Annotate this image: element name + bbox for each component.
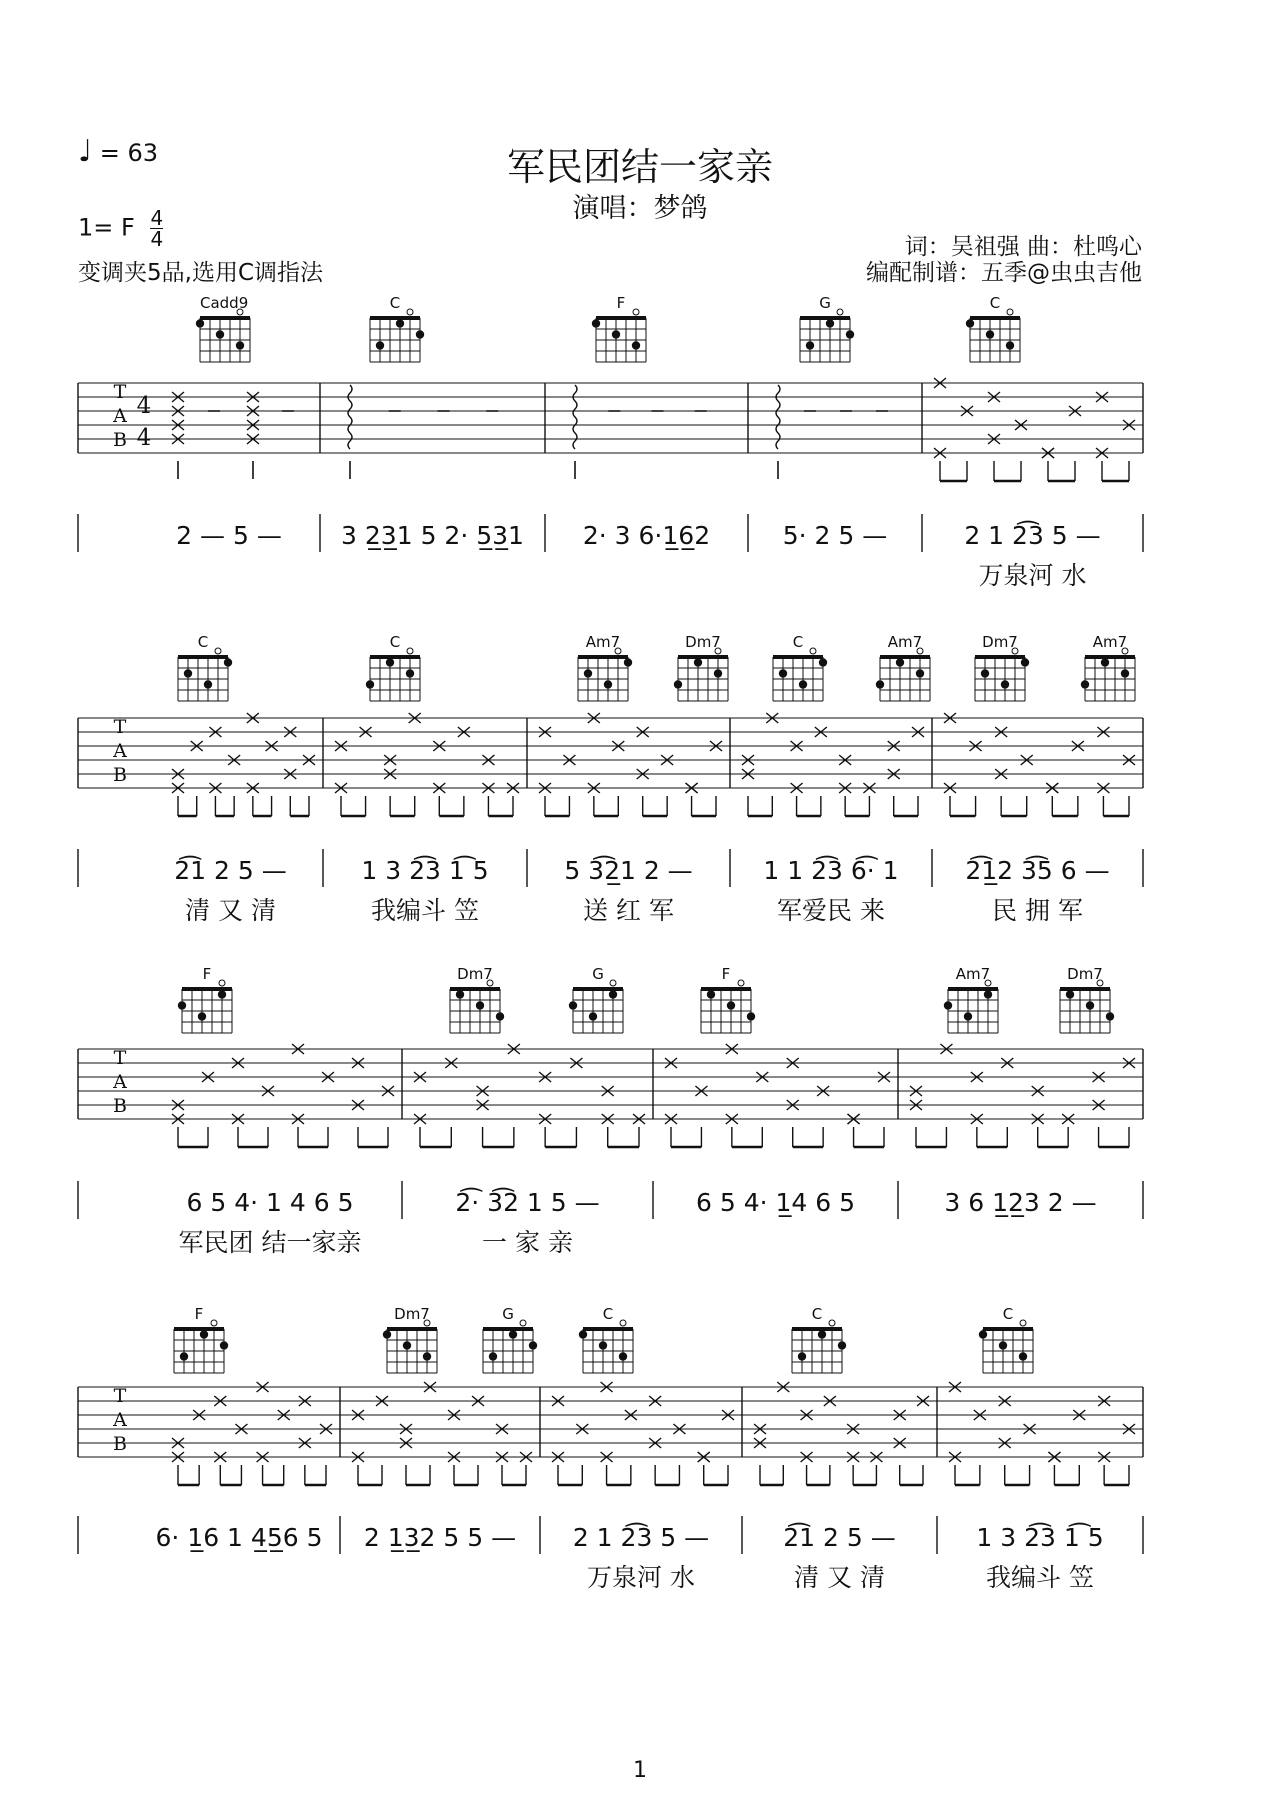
finger-dot (707, 990, 715, 998)
tab-staff (78, 713, 1143, 816)
finger-dot (403, 1341, 411, 1349)
notation-bar: 2 1 2͡3 5 — (964, 521, 1101, 550)
notation-bar: 3 2̲3̲1 5 2· 5̲3̲1 (341, 521, 524, 550)
key-text: 1= F (78, 213, 135, 242)
chord-diagram (944, 965, 998, 1033)
system-4 (78, 1305, 1143, 1592)
finger-dot (619, 1352, 627, 1360)
open-string-mark (610, 980, 616, 986)
open-string-mark (738, 980, 744, 986)
finger-dot (984, 990, 992, 998)
finger-dot (496, 1012, 504, 1020)
tab-clef (112, 381, 127, 451)
chord-name: G (819, 294, 831, 312)
chord-diagram (383, 1305, 437, 1373)
tab-clef-letter: A (113, 740, 127, 762)
chord-diagram (1081, 633, 1135, 701)
finger-dot (819, 658, 827, 666)
finger-dot (584, 669, 592, 677)
open-string-mark (1020, 1320, 1026, 1326)
chord-name: G (592, 965, 604, 983)
notation-bar: 2 1 2͡3 5 — (572, 1523, 710, 1552)
chord-diagram (876, 633, 930, 701)
finger-dot (818, 1330, 826, 1338)
lyric-line: 清 又 清 (794, 1563, 885, 1592)
chord-name: Am7 (887, 633, 923, 651)
finger-dot (846, 330, 854, 338)
numbered-notation (179, 1188, 1097, 1257)
finger-dot (178, 1001, 186, 1009)
finger-dot (799, 680, 807, 688)
chord-name: C (389, 294, 401, 312)
chord-diagram (701, 965, 755, 1033)
chord-diagram (800, 294, 854, 362)
system-1 (78, 294, 1143, 590)
finger-dot (876, 680, 884, 688)
lyric-line: 民 拥 军 (992, 896, 1083, 925)
tab-clef-letter: T (113, 716, 127, 738)
notation-bar: 1 3 2͡3 1͡ 5 (976, 1523, 1104, 1552)
finger-dot (489, 1352, 497, 1360)
finger-dot (406, 669, 414, 677)
chord-name: C (602, 1305, 614, 1323)
chord-name: C (197, 633, 209, 651)
chord-diagram (579, 1305, 633, 1373)
open-string-mark (215, 648, 221, 654)
quarter-note-icon: ♩ (78, 134, 93, 169)
finger-dot (589, 1012, 597, 1020)
chord-diagram (592, 294, 646, 362)
open-string-mark (219, 980, 225, 986)
chord-diagram (450, 965, 504, 1033)
notation-bar: 2 1̲3̲2 5 5 — (363, 1523, 517, 1552)
tab-clef-letter: B (113, 764, 127, 786)
open-string-mark (407, 309, 413, 315)
finger-dot (476, 1001, 484, 1009)
chord-diagram (979, 1305, 1033, 1373)
finger-dot (529, 1341, 537, 1349)
tab-clef-letter: B (113, 1433, 127, 1455)
chord-name: Dm7 (982, 633, 1018, 651)
numbered-notation (176, 521, 1100, 590)
lyricist-credit: 词：吴祖强 曲：杜鸣心 (904, 234, 1142, 260)
finger-dot (204, 680, 212, 688)
lyric-line: 军民团 结一家亲 (178, 1228, 362, 1257)
notation-bar: 5 3͡2̲1 2 — (564, 856, 693, 885)
open-string-mark (520, 1320, 526, 1326)
open-string-mark (211, 1320, 217, 1326)
notation-bar: 2 — 5 — (176, 521, 282, 550)
notation-bar: 3 6 1̲2̲3 2 — (944, 1188, 1097, 1217)
time-sig-top: 4 (150, 206, 164, 230)
tab-clef-letter: T (113, 1385, 127, 1407)
lyric-line: 清 又 清 (185, 896, 276, 925)
notation-bar: 6· 1̲6 1 4̲5̲6 5 (155, 1523, 323, 1552)
chord-name: Am7 (585, 633, 621, 651)
chord-name: Dm7 (457, 965, 493, 983)
chord-name: F (194, 1305, 204, 1323)
system-3 (78, 965, 1143, 1257)
notation-bar: 5· 2 5 — (782, 521, 888, 550)
finger-dot (916, 669, 924, 677)
chord-diagram (178, 633, 232, 701)
open-string-mark (620, 1320, 626, 1326)
tempo-value: = 63 (99, 139, 159, 167)
finger-dot (632, 341, 640, 349)
chord-name: G (502, 1305, 514, 1323)
tab-time-sig: 4 (136, 425, 152, 451)
finger-dot (218, 990, 226, 998)
chord-name: Dm7 (1067, 965, 1103, 983)
notation-bar: 2͡1 2 5 — (174, 856, 287, 885)
lyric-line: 万泉河 水 (978, 561, 1087, 590)
page-number: 1 (633, 1758, 647, 1783)
notation-bar: 1 1 2͡3 6͡· 1 (763, 856, 899, 885)
tab-clef-letter: A (113, 1071, 127, 1093)
finger-dot (999, 1341, 1007, 1349)
chord-diagram (1060, 965, 1114, 1033)
finger-dot (1006, 341, 1014, 349)
finger-dot (747, 1012, 755, 1020)
arranger-credit: 编配制谱：五季@虫虫吉他 (866, 260, 1142, 286)
tab-clef (112, 1047, 127, 1117)
chord-diagram (483, 1305, 537, 1373)
numbered-notation (156, 1523, 1104, 1592)
notation-bar: 2͡1 2 5 — (783, 1523, 896, 1552)
finger-dot (416, 330, 424, 338)
tab-clef-letter: B (113, 1095, 127, 1117)
finger-dot (604, 680, 612, 688)
finger-dot (779, 669, 787, 677)
lyric-line: 一 家 亲 (482, 1228, 573, 1257)
finger-dot (569, 1001, 577, 1009)
finger-dot (216, 330, 224, 338)
notation-bar: 2· 3 6·1̲6̲2 (582, 521, 711, 550)
chord-diagram (773, 633, 827, 701)
finger-dot (396, 319, 404, 327)
system-2 (78, 633, 1143, 925)
chord-diagram (966, 294, 1020, 362)
finger-dot (198, 1012, 206, 1020)
finger-dot (1101, 658, 1109, 666)
tab-clef-letter: T (113, 1047, 127, 1069)
tab-clef (112, 716, 127, 786)
finger-dot (220, 1341, 228, 1349)
finger-dot (838, 1341, 846, 1349)
finger-dot (196, 319, 204, 327)
tab-clef-letter: B (113, 429, 127, 451)
finger-dot (456, 990, 464, 998)
open-string-mark (1007, 309, 1013, 315)
finger-dot (806, 341, 814, 349)
tab-time-sig: 4 (136, 393, 152, 419)
finger-dot (826, 319, 834, 327)
chord-name: C (811, 1305, 823, 1323)
song-title: 军民团结一家亲 (506, 145, 773, 189)
finger-dot (579, 1330, 587, 1338)
singer-credit: 演唱：梦鸽 (572, 193, 708, 224)
finger-dot (1066, 990, 1074, 998)
finger-dot (599, 1341, 607, 1349)
finger-dot (896, 658, 904, 666)
chord-diagram (674, 633, 728, 701)
finger-dot (423, 1352, 431, 1360)
finger-dot (674, 680, 682, 688)
lyric-line: 我编斗 笠 (986, 1563, 1094, 1592)
tab-clef-letter: A (113, 1409, 127, 1431)
tab-staff (78, 1044, 1143, 1147)
finger-dot (592, 319, 600, 327)
finger-dot (798, 1352, 806, 1360)
finger-dot (944, 1001, 952, 1009)
chord-name: Dm7 (394, 1305, 430, 1323)
finger-dot (1086, 1001, 1094, 1009)
chord-name: C (1002, 1305, 1014, 1323)
finger-dot (200, 1330, 208, 1338)
open-string-mark (407, 648, 413, 654)
tab-staff (78, 1382, 1143, 1485)
chord-name: C (989, 294, 1001, 312)
finger-dot (1121, 669, 1129, 677)
finger-dot (612, 330, 620, 338)
finger-dot (236, 341, 244, 349)
chord-diagram (370, 294, 424, 362)
lyric-line: 军爱民 来 (777, 896, 885, 925)
chord-name: Am7 (1092, 633, 1128, 651)
finger-dot (714, 669, 722, 677)
chord-diagram (569, 965, 623, 1033)
chord-name: Am7 (955, 965, 991, 983)
finger-dot (966, 319, 974, 327)
capo-note: 变调夹5品,选用C调指法 (78, 260, 324, 286)
notation-bar: 6 5 4· 1̲4 6 5 (695, 1188, 856, 1217)
finger-dot (1021, 658, 1029, 666)
finger-dot (624, 658, 632, 666)
tab-staff (78, 378, 1143, 481)
chord-name: Dm7 (685, 633, 721, 651)
chord-diagram (366, 633, 420, 701)
chord-name: F (202, 965, 212, 983)
chord-name: Cadd9 (200, 294, 249, 312)
chord-diagram (196, 294, 250, 362)
chord-diagram (178, 965, 232, 1033)
finger-dot (981, 669, 989, 677)
tab-clef-letter: A (113, 405, 127, 427)
open-string-mark (633, 309, 639, 315)
finger-dot (727, 1001, 735, 1009)
finger-dot (694, 658, 702, 666)
lyric-line: 送 红 军 (583, 896, 674, 925)
open-string-mark (837, 309, 843, 315)
finger-dot (986, 330, 994, 338)
finger-dot (979, 1330, 987, 1338)
finger-dot (1019, 1352, 1027, 1360)
chord-diagram (578, 633, 632, 701)
time-sig-bottom: 4 (150, 227, 164, 251)
finger-dot (1001, 680, 1009, 688)
notation-bar: 6 5 4· 1 4 6 5 (186, 1188, 354, 1217)
chord-diagram (174, 1305, 228, 1373)
finger-dot (386, 658, 394, 666)
lyric-line: 万泉河 水 (587, 1563, 695, 1592)
notation-bar: 1 3 2͡3 1͡ 5 (361, 856, 489, 885)
finger-dot (609, 990, 617, 998)
open-string-mark (829, 1320, 835, 1326)
finger-dot (383, 1330, 391, 1338)
lyric-line: 我编斗 笠 (371, 896, 479, 925)
finger-dot (184, 669, 192, 677)
chord-name: C (792, 633, 804, 651)
open-string-mark (810, 648, 816, 654)
chord-name: C (389, 633, 401, 651)
finger-dot (964, 1012, 972, 1020)
finger-dot (180, 1352, 188, 1360)
chord-diagram (792, 1305, 846, 1373)
chord-name: F (616, 294, 626, 312)
notation-bar: 2͡· 3͡2 1 5 — (455, 1188, 600, 1217)
tab-clef-letter: T (113, 381, 127, 403)
finger-dot (509, 1330, 517, 1338)
notation-bar: 2͡1̲2 3͡5 6 — (965, 856, 1110, 885)
finger-dot (376, 341, 384, 349)
tab-clef (112, 1385, 127, 1455)
chord-diagram (975, 633, 1029, 701)
finger-dot (1081, 680, 1089, 688)
finger-dot (1106, 1012, 1114, 1020)
finger-dot (224, 658, 232, 666)
chord-name: F (721, 965, 731, 983)
numbered-notation (174, 856, 1109, 925)
finger-dot (366, 680, 374, 688)
